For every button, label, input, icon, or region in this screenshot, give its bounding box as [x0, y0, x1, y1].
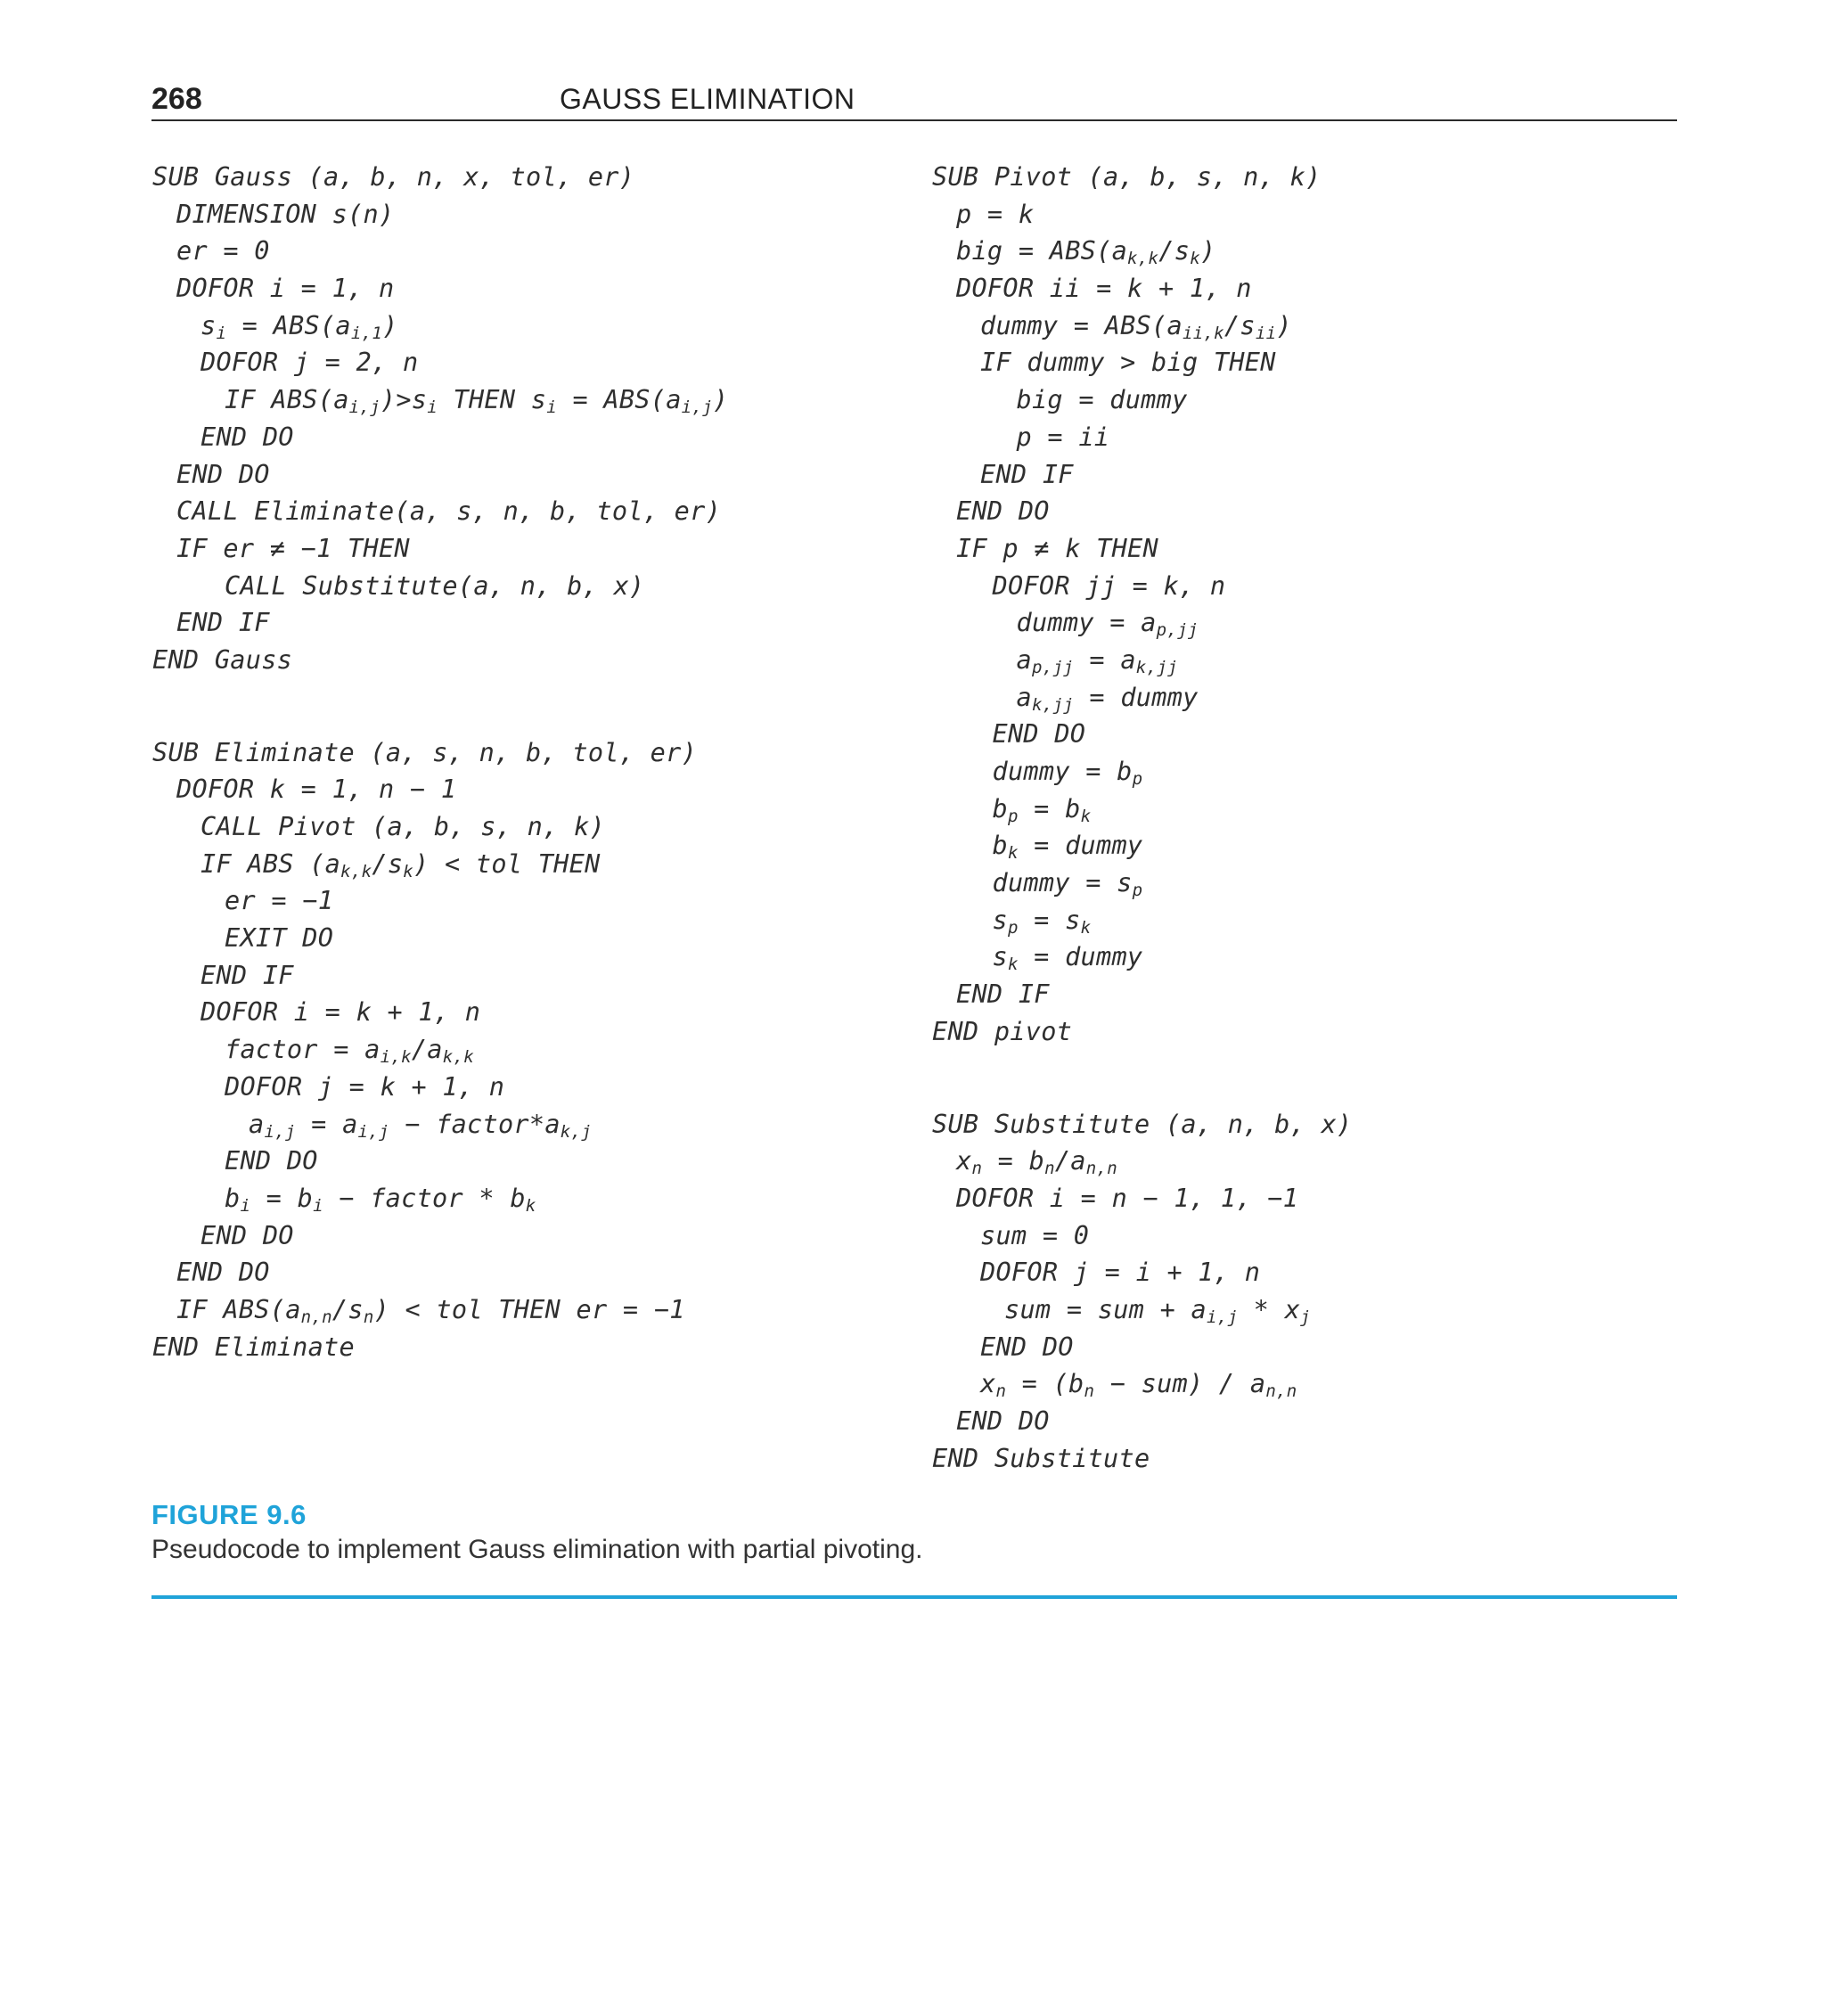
- code-subscript: k: [525, 1195, 536, 1216]
- code-text: dummy = ABS(a: [980, 310, 1183, 340]
- code-text: END IF: [201, 960, 294, 990]
- figure-bottom-rule: [151, 1595, 1677, 1599]
- code-text: /a: [1054, 1146, 1086, 1176]
- code-text: − factor * b: [323, 1183, 526, 1213]
- code-line: [152, 530, 919, 568]
- code-line: [932, 1106, 1698, 1143]
- code-line: [932, 1329, 1698, 1366]
- code-subscript: k: [1007, 955, 1019, 975]
- code-text: x: [980, 1369, 996, 1399]
- pseudocode-block: [932, 159, 1698, 1051]
- code-line: [932, 679, 1698, 717]
- pseudocode-block: [152, 159, 919, 679]
- code-text: big = dummy: [1016, 385, 1188, 415]
- code-text: DOFOR j = 2, n: [201, 348, 419, 378]
- code-line: [932, 196, 1698, 234]
- code-subscript: i,j: [1206, 1307, 1239, 1327]
- code-text: = dummy: [1073, 682, 1199, 712]
- running-head: GAUSS ELIMINATION: [560, 83, 855, 115]
- code-subscript: i,j: [357, 1121, 389, 1142]
- code-subscript: i: [427, 397, 438, 418]
- code-subscript: k,jj: [1135, 657, 1178, 677]
- code-text: )>s: [380, 385, 428, 415]
- code-subscript: k,j: [560, 1121, 593, 1142]
- code-line: [152, 381, 919, 419]
- code-text: = b: [250, 1183, 314, 1213]
- code-text: sum = 0: [980, 1220, 1090, 1250]
- code-subscript: n: [363, 1307, 374, 1327]
- code-text: DOFOR j = k + 1, n: [225, 1071, 505, 1102]
- code-subscript: n,n: [300, 1307, 332, 1327]
- code-text: DOFOR i = k + 1, n: [201, 997, 481, 1028]
- code-text: /s: [1158, 236, 1191, 266]
- code-text: END DO: [201, 422, 294, 452]
- code-line: [152, 1217, 919, 1255]
- code-text: ): [1199, 236, 1216, 266]
- code-line: [152, 159, 919, 196]
- code-text: = dummy: [1018, 831, 1143, 861]
- code-subscript: n,n: [1085, 1159, 1117, 1179]
- code-line: [932, 1403, 1698, 1440]
- code-subscript: k,k: [340, 861, 372, 881]
- code-subscript: i: [313, 1195, 323, 1216]
- code-text: ): [1276, 310, 1292, 340]
- code-text: /a: [411, 1035, 443, 1065]
- code-text: IF er ≠ −1 THEN: [176, 533, 410, 563]
- code-line: [932, 159, 1698, 196]
- code-line: [152, 1143, 919, 1180]
- code-text: EXIT DO: [225, 923, 334, 954]
- code-subscript: j: [1300, 1307, 1311, 1327]
- code-line: [152, 882, 919, 920]
- code-text: s: [992, 905, 1008, 935]
- code-subscript: k,k: [1127, 249, 1159, 269]
- code-text: x: [956, 1146, 972, 1176]
- code-line: [152, 270, 919, 307]
- code-text: = ABS(a: [226, 310, 351, 340]
- code-text: IF ABS(a: [225, 385, 349, 415]
- code-text: END IF: [956, 979, 1050, 1010]
- code-line: [932, 530, 1698, 568]
- code-text: b: [992, 793, 1008, 824]
- code-line: [932, 716, 1698, 753]
- code-line: [152, 957, 919, 995]
- code-line: [932, 827, 1698, 865]
- code-text: = b: [1018, 793, 1081, 824]
- code-subscript: k: [403, 861, 414, 881]
- figure-label: FIGURE 9.6: [151, 1499, 307, 1530]
- code-text: END DO: [992, 719, 1086, 750]
- code-text: SUB Gauss (a, b, n, x, tol, er): [152, 162, 635, 192]
- code-text: dummy = s: [992, 868, 1133, 898]
- code-text: = s: [1018, 905, 1081, 935]
- code-line: [152, 307, 919, 345]
- code-text: big = ABS(a: [956, 236, 1128, 266]
- code-line: [152, 493, 919, 530]
- code-subscript: n: [971, 1159, 983, 1179]
- code-text: END DO: [225, 1146, 318, 1176]
- code-text: SUB Pivot (a, b, s, n, k): [932, 162, 1322, 192]
- code-subscript: p: [1007, 806, 1019, 826]
- code-text: ) < tol THEN er = −1: [373, 1294, 685, 1324]
- code-line: [932, 1143, 1698, 1180]
- code-subscript: n: [995, 1381, 1007, 1402]
- code-line: [152, 1180, 919, 1217]
- code-subscript: k,jj: [1031, 694, 1074, 715]
- code-column-left: [152, 159, 919, 1365]
- code-line: [932, 753, 1698, 791]
- code-text: DIMENSION s(n): [176, 199, 395, 229]
- code-subscript: n,n: [1265, 1381, 1297, 1402]
- code-text: END DO: [956, 1406, 1050, 1436]
- block-gap: [152, 679, 919, 734]
- code-subscript: i,j: [681, 397, 713, 418]
- code-text: p = k: [956, 199, 1035, 229]
- code-text: END DO: [956, 496, 1050, 527]
- code-text: CALL Substitute(a, n, b, x): [225, 570, 645, 601]
- code-text: − sum) / a: [1094, 1369, 1266, 1399]
- code-subscript: i,j: [348, 397, 381, 418]
- code-line: [932, 233, 1698, 270]
- code-text: s: [992, 942, 1008, 972]
- pseudocode-block: [152, 734, 919, 1366]
- code-line: [152, 604, 919, 642]
- code-text: = ABS(a: [557, 385, 682, 415]
- page-number: 268: [151, 82, 202, 116]
- code-line: [932, 1254, 1698, 1291]
- code-text: ): [712, 385, 729, 415]
- code-line: [152, 233, 919, 270]
- code-text: ): [382, 310, 398, 340]
- code-line: [152, 771, 919, 808]
- code-text: DOFOR ii = k + 1, n: [956, 274, 1252, 304]
- code-subscript: i: [546, 397, 557, 418]
- code-text: = a: [295, 1109, 358, 1139]
- code-line: [932, 568, 1698, 605]
- code-text: = dummy: [1018, 942, 1143, 972]
- code-subscript: ii: [1255, 323, 1277, 343]
- code-text: END pivot: [932, 1016, 1073, 1046]
- code-text: a: [1016, 682, 1032, 712]
- code-text: er = 0: [176, 236, 270, 266]
- code-line: [932, 1013, 1698, 1051]
- code-line: [152, 920, 919, 957]
- code-text: factor = a: [225, 1035, 381, 1065]
- code-line: [152, 456, 919, 494]
- code-text: a: [1016, 644, 1032, 675]
- code-text: /s: [372, 848, 404, 879]
- code-line: [932, 791, 1698, 828]
- code-line: [932, 1180, 1698, 1217]
- code-subscript: i,k: [380, 1047, 412, 1068]
- code-text: a: [249, 1109, 265, 1139]
- code-line: [152, 994, 919, 1031]
- code-line: [932, 976, 1698, 1013]
- page-header: [151, 78, 1677, 121]
- code-text: sum = sum + a: [1004, 1294, 1207, 1324]
- code-line: [932, 1440, 1698, 1478]
- code-subscript: k: [1080, 917, 1092, 938]
- code-line: [152, 1254, 919, 1291]
- code-line: [932, 456, 1698, 494]
- code-line: [152, 196, 919, 234]
- code-text: END DO: [176, 459, 270, 489]
- code-text: * x: [1238, 1294, 1301, 1324]
- code-line: [932, 344, 1698, 381]
- figure-caption: Pseudocode to implement Gauss elimination with partial pivoting.: [151, 1535, 923, 1564]
- code-text: CALL Eliminate(a, s, n, b, tol, er): [176, 496, 722, 527]
- code-line: [932, 419, 1698, 456]
- code-line: [932, 381, 1698, 419]
- code-text: END Gauss: [152, 644, 293, 675]
- code-line: [932, 1217, 1698, 1255]
- code-text: b: [225, 1183, 241, 1213]
- code-subscript: i: [216, 323, 227, 343]
- code-text: END DO: [201, 1220, 294, 1250]
- code-text: DOFOR j = i + 1, n: [980, 1258, 1261, 1288]
- code-text: END DO: [176, 1258, 270, 1288]
- code-subscript: k: [1007, 843, 1019, 864]
- code-subscript: p: [1132, 881, 1143, 901]
- code-text: END Substitute: [932, 1443, 1150, 1473]
- code-text: er = −1: [225, 886, 334, 916]
- code-text: p = ii: [1016, 422, 1110, 452]
- code-line: [932, 902, 1698, 939]
- code-line: [152, 642, 919, 679]
- code-text: − factor*a: [389, 1109, 561, 1139]
- code-subscript: i,1: [350, 323, 383, 343]
- code-line: [932, 604, 1698, 642]
- code-text: END DO: [980, 1332, 1074, 1362]
- code-subscript: p: [1132, 769, 1143, 789]
- code-line: [932, 270, 1698, 307]
- code-text: IF ABS (a: [201, 848, 341, 879]
- code-subscript: p,jj: [1156, 620, 1199, 641]
- code-text: END IF: [176, 608, 270, 638]
- code-text: s: [201, 310, 217, 340]
- code-line: [932, 938, 1698, 976]
- code-line: [152, 568, 919, 605]
- code-line: [932, 1291, 1698, 1329]
- code-subscript: p: [1007, 917, 1019, 938]
- code-subscript: i,j: [264, 1121, 296, 1142]
- code-text: IF dummy > big THEN: [980, 348, 1276, 378]
- code-line: [932, 307, 1698, 345]
- code-text: SUB Substitute (a, n, b, x): [932, 1109, 1353, 1139]
- code-text: IF ABS(a: [176, 1294, 301, 1324]
- code-line: [932, 865, 1698, 902]
- pseudocode-block: [932, 1106, 1698, 1478]
- code-text: /s: [331, 1294, 364, 1324]
- code-line: [932, 493, 1698, 530]
- code-text: END Eliminate: [152, 1332, 355, 1362]
- code-subscript: p,jj: [1031, 657, 1074, 677]
- code-text: DOFOR k = 1, n − 1: [176, 774, 457, 805]
- code-subscript: n: [1044, 1159, 1055, 1179]
- code-text: /s: [1223, 310, 1256, 340]
- code-text: END IF: [980, 459, 1074, 489]
- code-text: dummy = a: [1016, 608, 1157, 638]
- code-text: DOFOR i = 1, n: [176, 274, 395, 304]
- code-text: ) < tol THEN: [413, 848, 601, 879]
- code-line: [152, 344, 919, 381]
- code-subscript: ii,k: [1182, 323, 1224, 343]
- code-text: THEN s: [438, 385, 547, 415]
- code-text: DOFOR i = n − 1, 1, −1: [956, 1183, 1299, 1213]
- code-line: [152, 1069, 919, 1106]
- code-line: [152, 846, 919, 883]
- code-line: [152, 1329, 919, 1366]
- code-line: [152, 1291, 919, 1329]
- code-line: [152, 734, 919, 772]
- code-line: [152, 1106, 919, 1143]
- code-text: DOFOR jj = k, n: [992, 570, 1226, 601]
- code-subscript: n: [1084, 1381, 1095, 1402]
- code-subscript: k: [1190, 249, 1200, 269]
- code-text: = b: [982, 1146, 1045, 1176]
- code-line: [932, 642, 1698, 679]
- code-subscript: k,k: [442, 1047, 474, 1068]
- code-line: [932, 1365, 1698, 1403]
- block-gap: [932, 1051, 1698, 1106]
- code-subscript: k: [1080, 806, 1092, 826]
- code-column-right: [932, 159, 1698, 1477]
- code-line: [152, 808, 919, 846]
- code-text: IF p ≠ k THEN: [956, 533, 1158, 563]
- code-line: [152, 1031, 919, 1069]
- code-text: b: [992, 831, 1008, 861]
- code-text: dummy = b: [992, 757, 1133, 786]
- code-line: [152, 419, 919, 456]
- code-text: SUB Eliminate (a, s, n, b, tol, er): [152, 737, 698, 767]
- code-text: = a: [1073, 644, 1136, 675]
- code-text: CALL Pivot (a, b, s, n, k): [201, 812, 605, 841]
- code-text: = (b: [1006, 1369, 1084, 1399]
- code-subscript: i: [240, 1195, 251, 1216]
